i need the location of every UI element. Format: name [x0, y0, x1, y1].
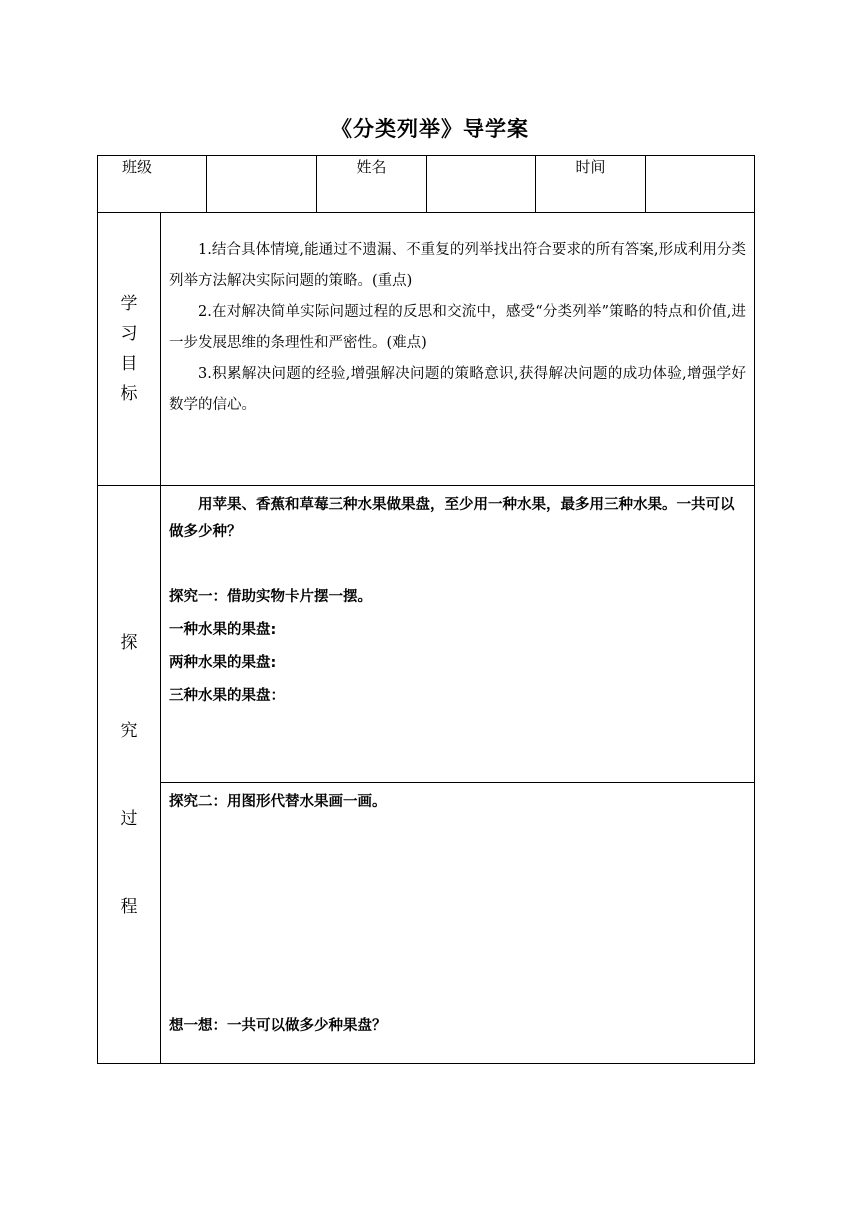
goals-content	[161, 213, 755, 486]
goal-item-3: 3.积累解决问题的经验,增强解决问题的策略意识,获得解决问题的成功体验,增强学好数学的信心。	[169, 366, 747, 413]
think-question: 想一想：一共可以做多少种果盘？	[169, 1018, 387, 1034]
time-label: 时间	[536, 156, 646, 213]
process-side-label: 探 究 过 程	[98, 486, 161, 1064]
explore2-title: 探究二：用图形代替水果画一画。	[169, 794, 387, 810]
two-fruit-line: 两种水果的果盘:	[169, 655, 277, 671]
goal-item-2: 2.在对解决简单实际问题过程的反思和交流中，感受“分类列举”策略的特点和价值,进一步发展思维的条理性和严密性。(难点)	[169, 304, 747, 351]
explore1-cell[interactable]	[161, 486, 755, 783]
study-guide-table	[97, 155, 755, 1064]
explore2-row	[98, 783, 755, 1064]
goals-row	[98, 213, 755, 486]
explore1-row	[98, 486, 755, 783]
header-row	[98, 156, 755, 213]
explore2-cell[interactable]	[161, 783, 755, 1064]
goal-item-1: 1.结合具体情境,能通过不遗漏、不重复的列举找出符合要求的所有答案,形成利用分类列举方法解决实际问题的策略。(重点)	[169, 242, 747, 289]
explore1-title: 探究一：借助实物卡片摆一摆。	[169, 589, 372, 605]
name-label: 姓名	[317, 156, 427, 213]
three-fruit-line: 三种水果的果盘：	[169, 688, 285, 704]
problem-statement: 用苹果、香蕉和草莓三种水果做果盘，至少用一种水果，最多用三种水果。一共可以做多少种？	[169, 497, 735, 540]
class-value[interactable]	[207, 156, 317, 213]
name-value[interactable]	[427, 156, 536, 213]
one-fruit-line: 一种水果的果盘:	[169, 622, 277, 638]
class-label: 班级	[98, 156, 207, 213]
time-value[interactable]	[646, 156, 755, 213]
goals-side-label: 学 习 目 标	[98, 213, 161, 486]
page-title: 《分类列举》导学案	[331, 117, 529, 141]
